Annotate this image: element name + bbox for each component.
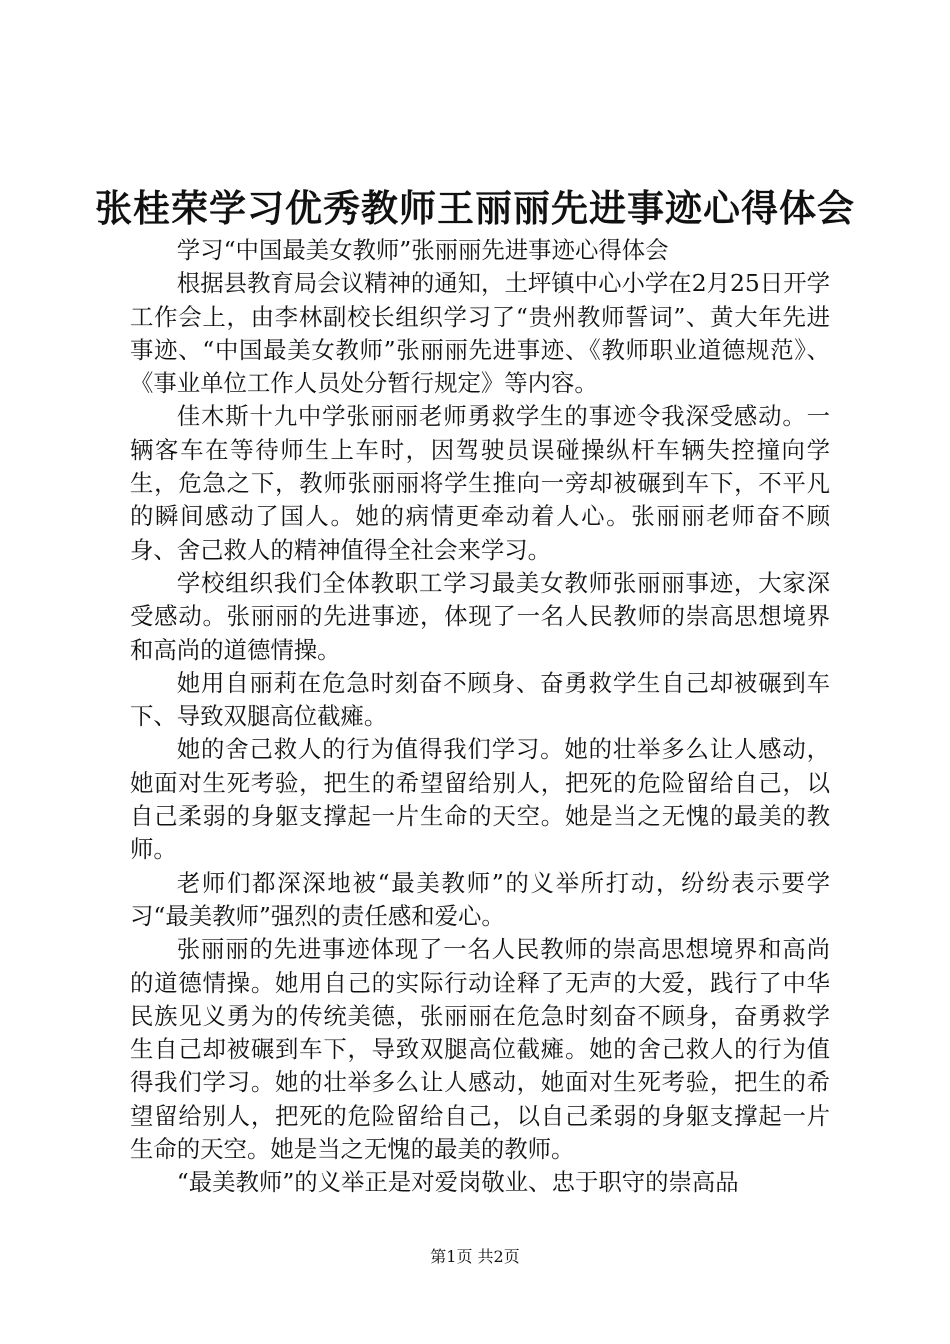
paragraph: 根据县教育局会议精神的通知，土坪镇中心小学在2月25日开学工作会上，由李林副校长组织学习了“贵州教师誓词”、黄大年先进事迹、“中国最美女教师”张丽丽先进事迹、《教师职业道德规范》、《事业单位工作人员处分暂行规定》等内容。 bbox=[130, 269, 830, 398]
document-body bbox=[130, 234, 830, 1200]
paragraph: 她的舍己救人的行为值得我们学习。她的壮举多么让人感动，她面对生死考验，把生的希望留给别人，把死的危险留给自己，以自己柔弱的身躯支撑起一片生命的天空。她是当之无愧的最美的教师。 bbox=[130, 735, 830, 864]
paragraph: 佳木斯十九中学张丽丽老师勇救学生的事迹令我深受感动。一辆客车在等待师生上车时，因驾驶员误碰操纵杆车辆失控撞向学生，危急之下，教师张丽丽将学生推向一旁却被碾到车下，不平凡的瞬间感动了国人。她的病情更牵动着人心。张丽丽老师奋不顾身、舍己救人的精神值得全社会来学习。 bbox=[130, 402, 830, 564]
document-subtitle: 学习“中国最美女教师”张丽丽先进事迹心得体会 bbox=[176, 236, 669, 264]
paragraph: 她用自丽莉在危急时刻奋不顾身、奋勇救学生自己却被碾到车下、导致双腿高位截瘫。 bbox=[130, 668, 830, 731]
document-title: 张桂荣学习优秀教师王丽丽先进事迹心得体会 bbox=[95, 186, 855, 230]
page-footer: 第1页 共2页 bbox=[430, 1247, 520, 1266]
paragraph: 学校组织我们全体教职工学习最美女教师张丽丽事迹，大家深受感动。张丽丽的先进事迹，体现了一名人民教师的崇高思想境界和高尚的道德情操。 bbox=[130, 568, 830, 664]
paragraph: 张丽丽的先进事迹体现了一名人民教师的崇高思想境界和高尚的道德情操。她用自己的实际行动诠释了无声的大爱，践行了中华民族见义勇为的传统美德，张丽丽在危急时刻奋不顾身，奋勇救学生自己却被碾到车下，导致双腿高位截瘫。她的舍己救人的行为值得我们学习。她的壮举多么让人感动，她面对生死考验，把生的希望留给别人，把死的危险留给自己，以自己柔弱的身躯支撑起一片生命的天空。她是当之无愧的最美的教师。 bbox=[130, 935, 830, 1164]
paragraph: 老师们都深深地被“最美教师”的义举所打动，纷纷表示要学习“最美教师”强烈的责任感和爱心。 bbox=[130, 868, 830, 930]
paragraph: “最美教师”的义举正是对爱岗敬业、忠于职守的崇高品 bbox=[176, 1168, 739, 1197]
